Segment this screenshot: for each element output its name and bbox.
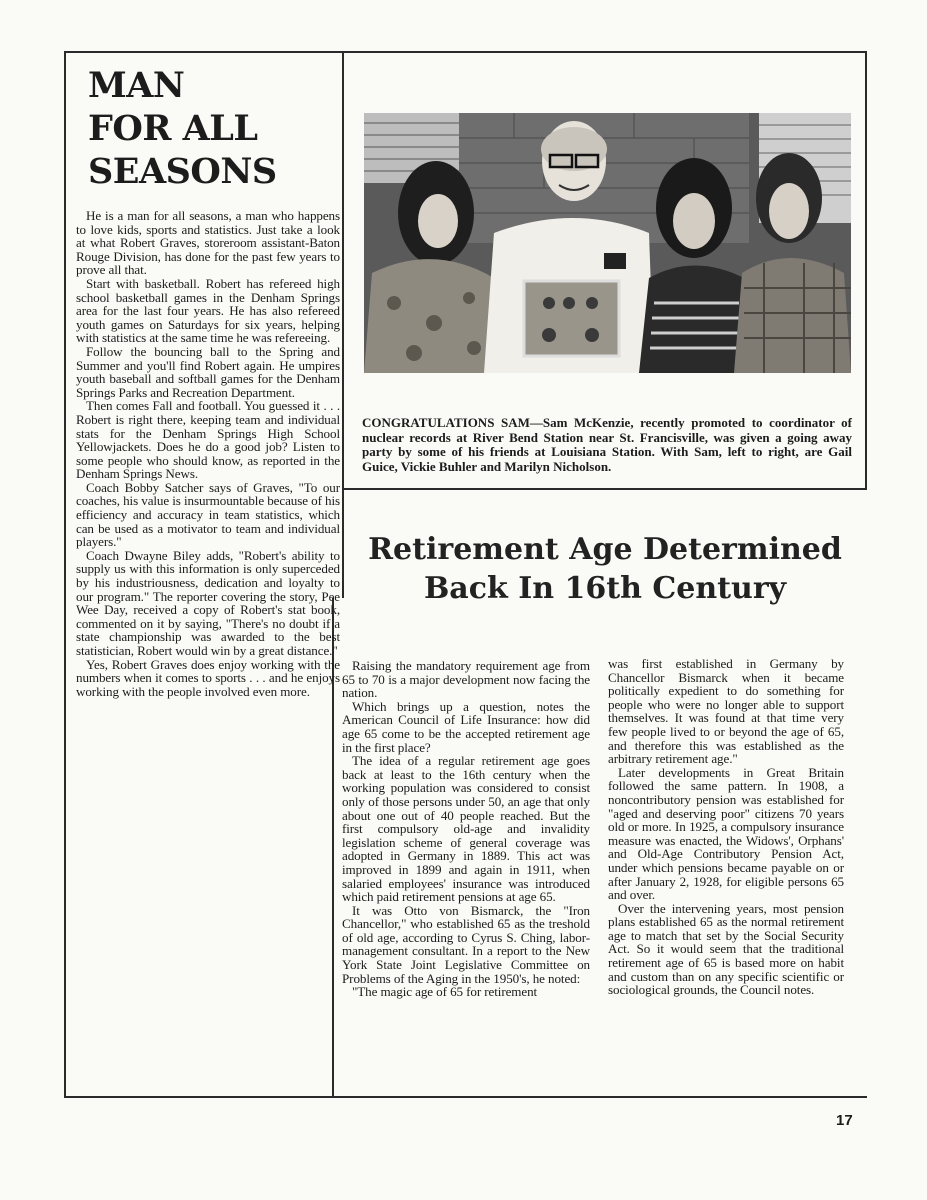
title-line: SEASONS [88, 151, 277, 192]
body-paragraph: He is a man for all seasons, a man who happens to love kids, sports and statistics. Just take a look at what Robert Graves, storeroom assistant-Baton Rouge Division, has done for the past few years to prove all that. [76, 208, 340, 278]
frame-left-rule [64, 51, 66, 1098]
retirement-article-column-1 [342, 659, 590, 999]
body-paragraph: Raising the mandatory requirement age from 65 to 70 is a major development now facing the nation. [342, 658, 590, 701]
body-paragraph: It was Otto von Bismarck, the "Iron Chancellor," who established 65 as the treshold of old age, according to Cyrus S. Ching, labor-management consultant. In a report to the New York State Joint Legislative Committee on Problems of the Aging in the 1950's, he noted: [342, 902, 590, 986]
photo-caption: CONGRATULATIONS SAM—Sam McKenzie, recently promoted to coordinator of nuclear records at River Bend Station near St. Francisville, was given a going away party by some of his friends at Louisiana Station. With Sam, left to right, are Gail Guice, Vickie Buhler and Marilyn Nicholson. [362, 415, 852, 474]
title-line: Retirement Age Determined [368, 532, 842, 567]
retirement-article-column-2 [608, 657, 844, 997]
title-line: MAN [88, 65, 185, 106]
body-paragraph: The idea of a regular retirement age goes back at least to the 16th century when the working population was considered to consist only of those persons under 50, an age that only about one out of 40 people reached. But the first compulsory old-age and invalidity legislation scheme of general coverage was adopted in Germany in 1889. This act was improved in 1899 and again in 1911, when salaried employees' insurance was introduced which paid retirement pensions at age 65. [342, 753, 590, 905]
page-number: 17 [836, 1112, 853, 1129]
caption-bottom-rule [342, 488, 867, 490]
title-line: Back In 16th Century [423, 571, 787, 606]
body-paragraph: Coach Dwayne Biley adds, "Robert's ability to supply us with this information is only superceded by his industriousness, dedication and loyalty to our program." The reporter covering the story, Pee Wee Day, received a copy of Robert's stat book, commented on it by saying, "There's no doubt if a state championship was awarded to the best statistician, Robert would win by a great distance." [76, 547, 340, 658]
body-paragraph: Which brings up a question, notes the American Council of Life Insurance: how did age 65 come to be the accepted retirement age in the first place? [342, 698, 590, 755]
frame-bottom-rule [64, 1096, 867, 1098]
body-paragraph: Yes, Robert Graves does enjoy working with the numbers when it comes to sports . . . and he enjoys working with the people involved even more. [76, 656, 340, 699]
group-photo-illustration [364, 113, 851, 373]
man-for-all-seasons-title [88, 64, 328, 193]
body-paragraph: Coach Bobby Satcher says of Graves, "To our coaches, his value is insurmountable because of his efficiency and accuracy in team statistics, which can be used as a motivator to team and individual players." [76, 479, 340, 550]
body-paragraph: Then comes Fall and football. You guessed it . . . Robert is right there, keeping team and individual stats for the Denham Springs High School Yellowjackets. Does he do a good job? Listen to some people who should know, as reported in the Denham Springs News. [76, 398, 340, 482]
body-paragraph: Later developments in Great Britain followed the same pattern. In 1908, a noncontributory pension was established for "aged and deserving poor" citizens 70 years old or more. In 1925, a compulsory insurance measure was enacted, the Widows', Orphans' and Old-Age Contributory Pension Act, under which pensions became payable on or after January 2, 1928, for eligible persons 65 and over. [608, 764, 844, 903]
retirement-age-title [345, 530, 865, 608]
body-paragraph: Over the intervening years, most pension plans established 65 as the normal retirement age to match that set by the Social Security Act. So it would seem that the traditional retirement age of 65 is based more on habit and custom than on any specific scientific or sociological grounds, the Council notes. [608, 900, 844, 998]
group-photo [364, 113, 851, 373]
body-paragraph: Start with basketball. Robert has refereed high school basketball games in the Denham Springs area for the last four years. He has also refereed youth games on Saturdays for six years, helping with statistics at the same time he was refereeing. [76, 275, 340, 346]
body-paragraph: Follow the bouncing ball to the Spring and Summer and you'll find Robert again. He umpires youth baseball and softball games for the Denham Springs Parks and Recreation Department. [76, 343, 340, 400]
column-divider-rule [342, 51, 344, 598]
body-paragraph: was first established in Germany by Chancellor Bismarck when it became politically expedient to do something for people who were no longer able to support themselves. It was found at that time very few people lived to or beyond the age of 65, and therefore this was established as the arbitrary retirement age." [608, 656, 844, 767]
frame-right-rule [865, 51, 867, 490]
body-paragraph: "The magic age of 65 for retirement [352, 984, 538, 1000]
title-line: FOR ALL [88, 108, 258, 149]
man-for-all-seasons-body [76, 209, 340, 698]
frame-top-rule [64, 51, 867, 53]
